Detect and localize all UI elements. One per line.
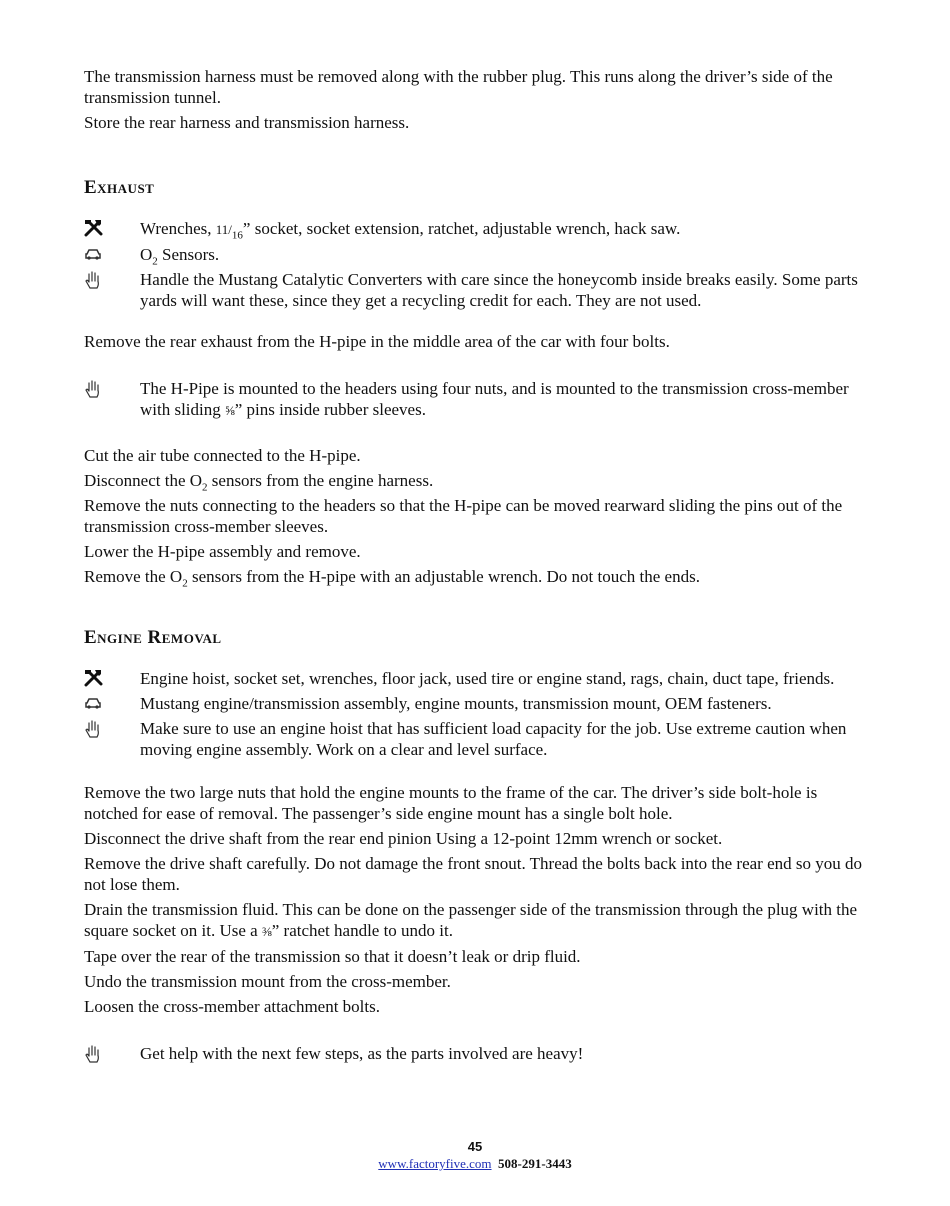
tools-row	[84, 218, 874, 240]
caution-row	[84, 269, 874, 311]
step: Remove the two large nuts that hold the engine mounts to the frame of the car. The driver’s side bolt-hole is notched for ease of removal. The passenger’s side engine mount has a single bolt hole.	[84, 783, 818, 823]
tools-text: Wrenches, $11/_{16}$” socket, socket extension, ratchet, adjustable wrench, hack saw.	[140, 219, 681, 242]
step: Undo the transmission mount from the cross-member.	[84, 972, 451, 991]
page-content	[84, 66, 874, 1068]
step: Loosen the cross-member attachment bolts.	[84, 997, 380, 1016]
warning-row	[84, 1043, 874, 1064]
tools-row	[84, 668, 874, 689]
hand-icon	[84, 379, 106, 399]
step: Remove the $O_2$ sensors from the H-pipe with an adjustable wrench. Do not touch the ends.	[84, 567, 700, 590]
step: Cut the air tube connected to the H-pipe.	[84, 446, 361, 465]
tools-icon	[84, 219, 106, 239]
hand-icon	[84, 719, 106, 739]
step: Lower the H-pipe assembly and remove.	[84, 542, 361, 561]
caution-text: Handle the Mustang Catalytic Converters with care since the honeycomb inside breaks easily. Some parts yards will want these, since they get a recycling credit for each. They are not used.	[140, 270, 858, 310]
page-number: 45	[467, 1139, 483, 1154]
car-icon	[84, 245, 106, 265]
car-icon	[84, 694, 106, 714]
intro-paragraph: Store the rear harness and transmission harness.	[84, 113, 410, 132]
step: Tape over the rear of the transmission so that it doesn’t leak or drip fluid.	[84, 947, 581, 966]
parts-row	[84, 244, 874, 268]
tools-icon	[84, 669, 106, 689]
step: Remove the rear exhaust from the H-pipe in the middle area of the car with four bolts.	[84, 332, 670, 351]
warning-text: Get help with the next few steps, as the parts involved are heavy!	[140, 1044, 584, 1063]
step: Disconnect the drive shaft from the rear end pinion Using a 12-point 12mm wrench or socket.	[84, 829, 723, 848]
intro-paragraph: The transmission harness must be removed along with the rubber plug. This runs along the driver’s side of the transmission tunnel.	[84, 67, 833, 107]
section-heading-engine-removal: Engine Removal	[84, 627, 222, 648]
hand-icon	[84, 270, 106, 290]
caution-text: Make sure to use an engine hoist that has sufficient load capacity for the job. Use extreme caution when moving engine assembly. Work on a clear and level surface.	[140, 719, 847, 759]
phone-number: 508-291-3443	[498, 1156, 572, 1171]
parts-text: Mustang engine/transmission assembly, engine mounts, transmission mount, OEM fasteners.	[140, 694, 772, 713]
website-link[interactable]: www.factoryfive.com	[378, 1156, 492, 1171]
parts-text: $O_2$ Sensors.	[140, 245, 220, 268]
page-footer	[0, 1138, 950, 1172]
step: Disconnect the $O_2$ sensors from the engine harness.	[84, 471, 434, 494]
parts-row	[84, 693, 874, 714]
note-row	[84, 378, 874, 421]
tools-text: Engine hoist, socket set, wrenches, floor jack, used tire or engine stand, rags, chain, duct tape, friends.	[140, 669, 835, 688]
step: Remove the nuts connecting to the headers so that the H-pipe can be moved rearward sliding the pins out of the transmission cross-member sleeves.	[84, 496, 843, 536]
step: Remove the drive shaft carefully. Do not damage the front snout. Thread the bolts back into the rear end so you do not lose them.	[84, 854, 862, 894]
step: Drain the transmission fluid. This can be done on the passenger side of the transmission through the plug with the square socket on it. Use a ⅜” ratchet handle to undo it.	[84, 900, 858, 940]
section-heading-exhaust: Exhaust	[84, 177, 155, 198]
hand-icon	[84, 1044, 106, 1064]
note-text: The H-Pipe is mounted to the headers using four nuts, and is mounted to the transmission cross-member with sliding ⅝” pins inside rubber sleeves.	[140, 379, 849, 419]
caution-row	[84, 718, 874, 760]
footer-contact	[0, 1155, 950, 1172]
